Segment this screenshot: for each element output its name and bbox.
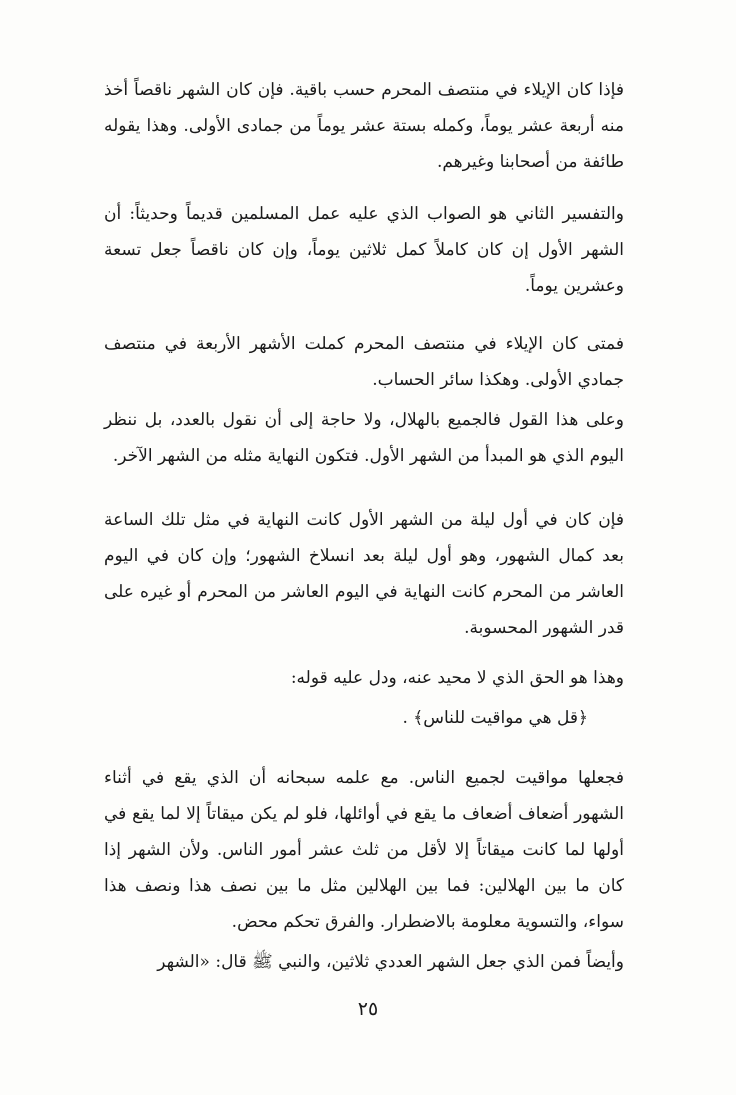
page-number: ٢٥ xyxy=(357,998,379,1020)
paragraph-text: فإذا كان الإيلاء في منتصف المحرم حسب باقية. فإن كان الشهر ناقصاً أخذ منه أربعة عشر يوماً، وكمله بستة عشر يوماً من جمادى الأولى. وهذا يقوله طائفة من أصحابنا وغيرهم. xyxy=(104,80,624,172)
paragraph-text: وعلى هذا القول فالجميع بالهلال، ولا حاجة إلى أن نقول بالعدد، بل ننظر اليوم الذي هو المبدأ من الشهر الأول. فتكون النهاية مثله من الشهر الآخر. xyxy=(104,410,624,466)
paragraph-text: فإن كان في أول ليلة من الشهر الأول كانت النهاية في مثل تلك الساعة بعد كمال الشهور، وهو أول ليلة بعد انسلاخ الشهور؛ وإن كان في اليوم العاشر من المحرم كانت النهاية في اليوم العاشر من المحرم أو غيره على قدر الشهور المحسوبة. xyxy=(104,510,624,638)
paragraph-4 xyxy=(104,402,624,474)
paragraph-text: وأيضاً فمن الذي جعل الشهر العددي ثلاثين، والنبي ﷺ قال: «الشهر xyxy=(157,952,624,972)
quran-verse: ﴿قل هي مواقيت للناس﴾ . xyxy=(402,708,588,728)
paragraph-8 xyxy=(104,944,624,980)
paragraph-2 xyxy=(104,196,624,304)
paragraph-text: والتفسير الثاني هو الصواب الذي عليه عمل المسلمين قديماً وحديثاً: أن الشهر الأول إن كان كاملاً كمل ثلاثين يوماً، وإن كان ناقصاً جعل تسعة وعشرين يوماً. xyxy=(104,204,624,296)
paragraph-text: وهذا هو الحق الذي لا محيد عنه، ودل عليه قوله: xyxy=(290,668,624,688)
paragraph-text: فمتى كان الإيلاء في منتصف المحرم كملت الأشهر الأربعة في منتصف جمادي الأولى. وهكذا سائر الحساب. xyxy=(104,334,624,390)
paragraph-6 xyxy=(104,660,624,696)
paragraph-3 xyxy=(104,326,624,398)
paragraph-7 xyxy=(104,760,624,940)
paragraph-1 xyxy=(104,72,624,180)
paragraph-5 xyxy=(104,502,624,646)
paragraph-text: فجعلها مواقيت لجميع الناس. مع علمه سبحانه أن الذي يقع في أثناء الشهور أضعاف أضعاف ما يقع في أوائلها، فلو لم يكن ميقاتاً إلا لما يقع في أولها لما كانت ميقاتاً إلا لأقل من ثلث عشر أمور الناس. ولأن الشهر إذا كان ما بين الهلالين: فما بين الهلالين مثل ما بين نصف هذا ونصف هذا سواء، والتسوية معلومة بالاضطرار. والفرق تحكم محض. xyxy=(104,768,624,932)
